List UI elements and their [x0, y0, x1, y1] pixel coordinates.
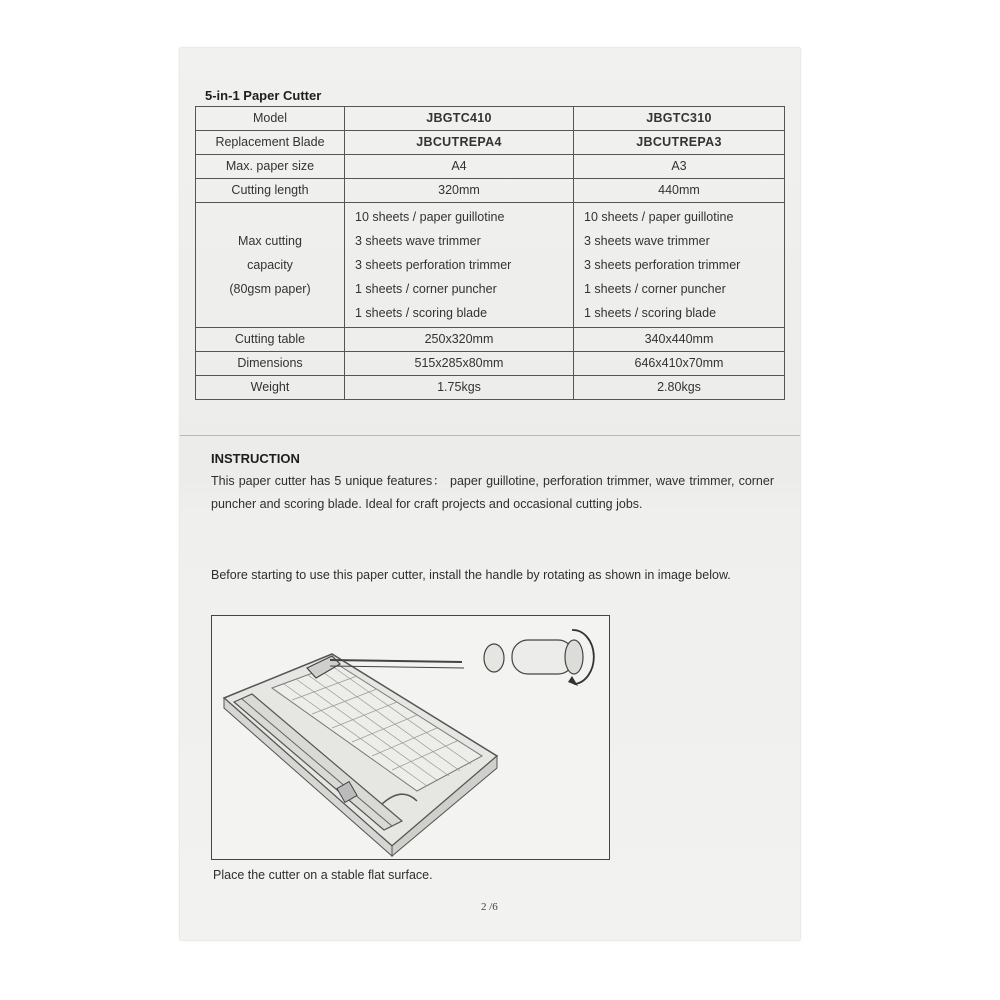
- table-cell: 1.75kgs: [345, 376, 574, 400]
- table-row-label: Weight: [196, 376, 345, 400]
- label-line: (80gsm paper): [229, 282, 311, 296]
- table-cell: A4: [345, 155, 574, 179]
- table-cell: A3: [574, 155, 785, 179]
- spec-table: [195, 106, 785, 400]
- table-cell: 340x440mm: [574, 328, 785, 352]
- page-number: 2 /6: [481, 901, 498, 913]
- capacity-line: 3 sheets perforation trimmer: [355, 258, 512, 272]
- table-cell: JBGTC310: [574, 107, 785, 131]
- capacity-line: 1 sheets / corner puncher: [355, 282, 497, 296]
- paper-cutter-drawing: [212, 616, 609, 859]
- figure-caption: Place the cutter on a stable flat surface.: [213, 868, 433, 882]
- capacity-line: 10 sheets / paper guillotine: [584, 210, 734, 224]
- label-line: Max cutting: [238, 234, 302, 248]
- page-fold-line: [180, 435, 800, 436]
- capacity-line: 3 sheets wave trimmer: [584, 234, 710, 248]
- table-cell: 515x285x80mm: [345, 352, 574, 376]
- install-paragraph: Before starting to use this paper cutter, install the handle by rotating as shown in image below.: [211, 568, 731, 582]
- table-row-label: Max. paper size: [196, 155, 345, 179]
- table-row-label: Replacement Blade: [196, 131, 345, 155]
- table-cell: JBGTC410: [345, 107, 574, 131]
- capacity-line: 3 sheets perforation trimmer: [584, 258, 741, 272]
- table-cell: 320mm: [345, 179, 574, 203]
- instruction-paragraph: This paper cutter has 5 unique features： paper guillotine, perforation trimmer, wave trimmer, corner puncher and scoring blade. Ideal for craft projects and occasional cutting jobs.: [211, 474, 774, 511]
- capacity-line: 10 sheets / paper guillotine: [355, 210, 505, 224]
- capacity-line: 3 sheets wave trimmer: [355, 234, 481, 248]
- paper-cutter-illustration: [211, 615, 610, 860]
- table-cell: 440mm: [574, 179, 785, 203]
- label-line: capacity: [247, 258, 293, 272]
- table-row-label: Cutting table: [196, 328, 345, 352]
- table-row-label: Dimensions: [196, 352, 345, 376]
- table-cell: [345, 203, 574, 328]
- table-cell: JBCUTREPA4: [345, 131, 574, 155]
- table-row-label: Model: [196, 107, 345, 131]
- spec-title: 5-in-1 Paper Cutter: [205, 88, 322, 103]
- capacity-line: 1 sheets / scoring blade: [584, 306, 717, 320]
- instruction-heading: INSTRUCTION: [211, 451, 300, 466]
- table-cell: JBCUTREPA3: [574, 131, 785, 155]
- table-cell: 2.80kgs: [574, 376, 785, 400]
- capacity-line: 1 sheets / corner puncher: [584, 282, 726, 296]
- table-cell: 250x320mm: [345, 328, 574, 352]
- table-cell: 646x410x70mm: [574, 352, 785, 376]
- capacity-line: 1 sheets / scoring blade: [355, 306, 488, 320]
- table-row-label: [196, 203, 345, 328]
- table-cell: [574, 203, 785, 328]
- table-row-label: Cutting length: [196, 179, 345, 203]
